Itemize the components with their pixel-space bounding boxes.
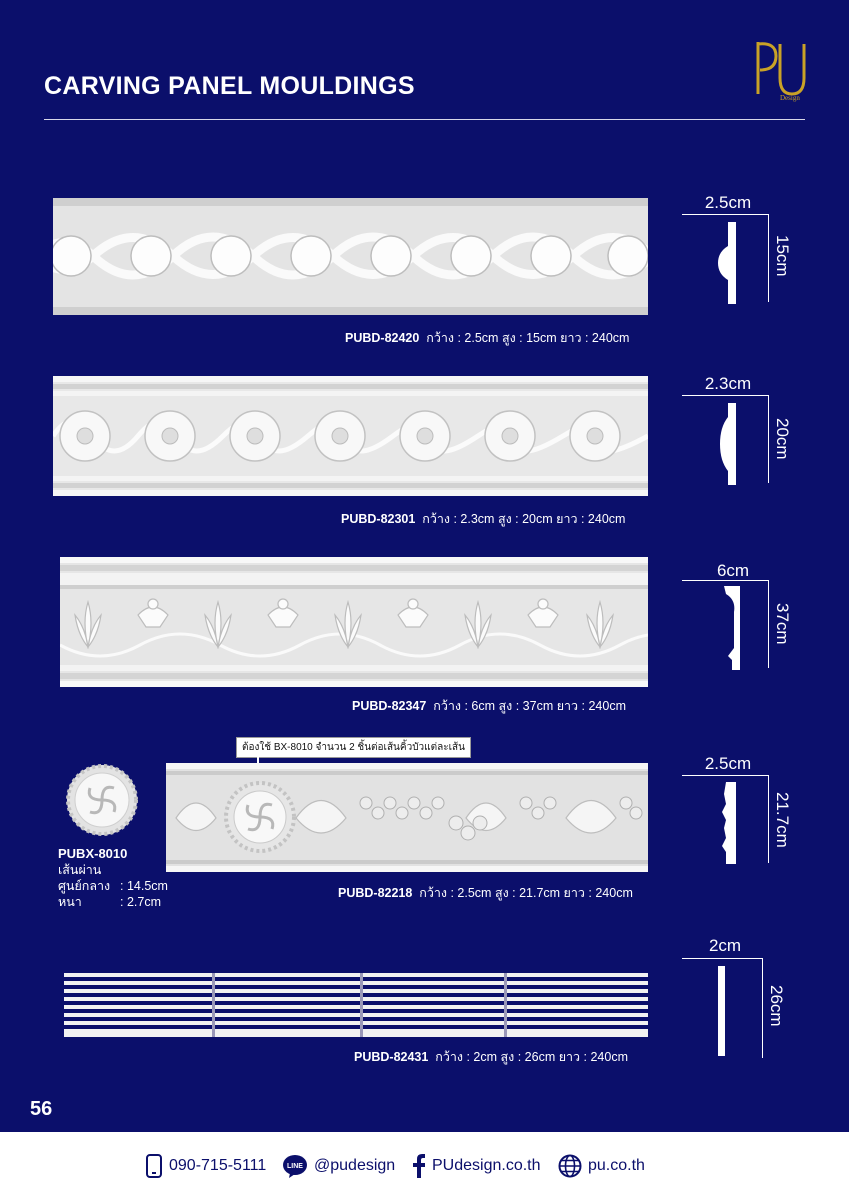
rosette-center-label: ศูนย์กลาง: [58, 879, 111, 893]
line-app-icon: [282, 1154, 308, 1178]
dim-line: [768, 775, 769, 863]
dim-line: [762, 958, 763, 1058]
moulding-image-82431: [64, 973, 648, 1037]
profile-shape-82420: [716, 222, 738, 304]
footer-line-text: @pudesign: [314, 1157, 396, 1174]
profile-height-82218: 21.7cm: [773, 792, 792, 848]
facebook-icon: [412, 1154, 426, 1178]
product-code: PUBD-82420: [345, 331, 420, 345]
contact-footer: [0, 1132, 849, 1200]
profile-width-82431: 2cm: [708, 936, 742, 955]
footer-facebook-text: PUdesign.co.th: [432, 1157, 541, 1174]
product-caption-82218: [338, 883, 633, 903]
profile-shape-82347: [722, 586, 744, 670]
product-code: PUBD-82301: [341, 512, 416, 526]
page-title: CARVING PANEL MOULDINGS: [44, 72, 415, 100]
profile-shape-82301: [716, 403, 738, 485]
product-caption-82301: [341, 509, 625, 529]
phone-icon: [145, 1154, 163, 1178]
profile-width-82347: 6cm: [716, 561, 750, 580]
product-caption-82347: [352, 696, 626, 716]
moulding-image-82218: [166, 763, 648, 872]
dim-line: [768, 395, 769, 483]
rosette-thickness-label: หนา: [58, 895, 82, 909]
rosette-image-8010: [66, 764, 138, 836]
product-spec: กว้าง : 6cm สูง : 37cm ยาว : 240cm: [433, 699, 627, 713]
footer-web-text: pu.co.th: [588, 1157, 645, 1174]
dim-line: [682, 214, 768, 215]
dim-line: [768, 580, 769, 668]
dim-line: [768, 214, 769, 302]
moulding-image-82301: [53, 376, 648, 496]
product-spec: กว้าง : 2.5cm สูง : 15cm ยาว : 240cm: [426, 331, 630, 345]
footer-facebook[interactable]: [412, 1154, 541, 1178]
profile-width-82301: 2.3cm: [704, 374, 752, 393]
footer-web[interactable]: [558, 1154, 645, 1178]
product-caption-82420: [345, 328, 629, 348]
callout-note: ต้องใช้ BX-8010 จำนวน 2 ชิ้นต่อเส้นคิ้วบัวแต่ละเส้น: [236, 737, 471, 758]
rosette-diameter-label: เส้นผ่าน: [58, 863, 102, 877]
dim-line: [682, 958, 762, 959]
globe-icon: [558, 1154, 582, 1178]
product-spec: กว้าง : 2.3cm สูง : 20cm ยาว : 240cm: [422, 512, 626, 526]
profile-width-82420: 2.5cm: [704, 193, 752, 212]
profile-shape-82431: [718, 966, 725, 1056]
moulding-image-82420: [53, 198, 648, 315]
svg-text:Design: Design: [780, 94, 800, 102]
rosette-thickness-value: : 2.7cm: [120, 895, 161, 909]
profile-height-82347: 37cm: [773, 603, 792, 645]
moulding-image-82347: [60, 557, 648, 687]
dim-line: [682, 395, 768, 396]
footer-phone[interactable]: [145, 1154, 266, 1178]
dim-line: [682, 580, 768, 581]
profile-height-82431: 26cm: [767, 985, 786, 1027]
pu-design-logo: [750, 38, 808, 102]
footer-line[interactable]: [282, 1154, 395, 1178]
title-rule: [44, 119, 805, 120]
footer-phone-text: 090-715-5111: [169, 1157, 267, 1174]
page-number: 56: [30, 1098, 53, 1120]
product-caption-82431: [354, 1047, 628, 1067]
svg-text:LINE: LINE: [287, 1163, 303, 1170]
profile-height-82301: 20cm: [773, 418, 792, 460]
product-code: PUBD-82431: [354, 1050, 429, 1064]
product-spec: กว้าง : 2cm สูง : 26cm ยาว : 240cm: [435, 1050, 629, 1064]
dim-line: [682, 775, 768, 776]
product-code: PUBD-82218: [338, 886, 413, 900]
profile-height-82420: 15cm: [773, 235, 792, 277]
product-code: PUBD-82347: [352, 699, 427, 713]
rosette-diameter-value: : 14.5cm: [120, 879, 168, 893]
profile-width-82218: 2.5cm: [704, 754, 752, 773]
profile-shape-82218: [716, 782, 738, 864]
rosette-info: [58, 846, 168, 910]
product-spec: กว้าง : 2.5cm สูง : 21.7cm ยาว : 240cm: [419, 886, 633, 900]
rosette-code: PUBX-8010: [58, 846, 128, 861]
